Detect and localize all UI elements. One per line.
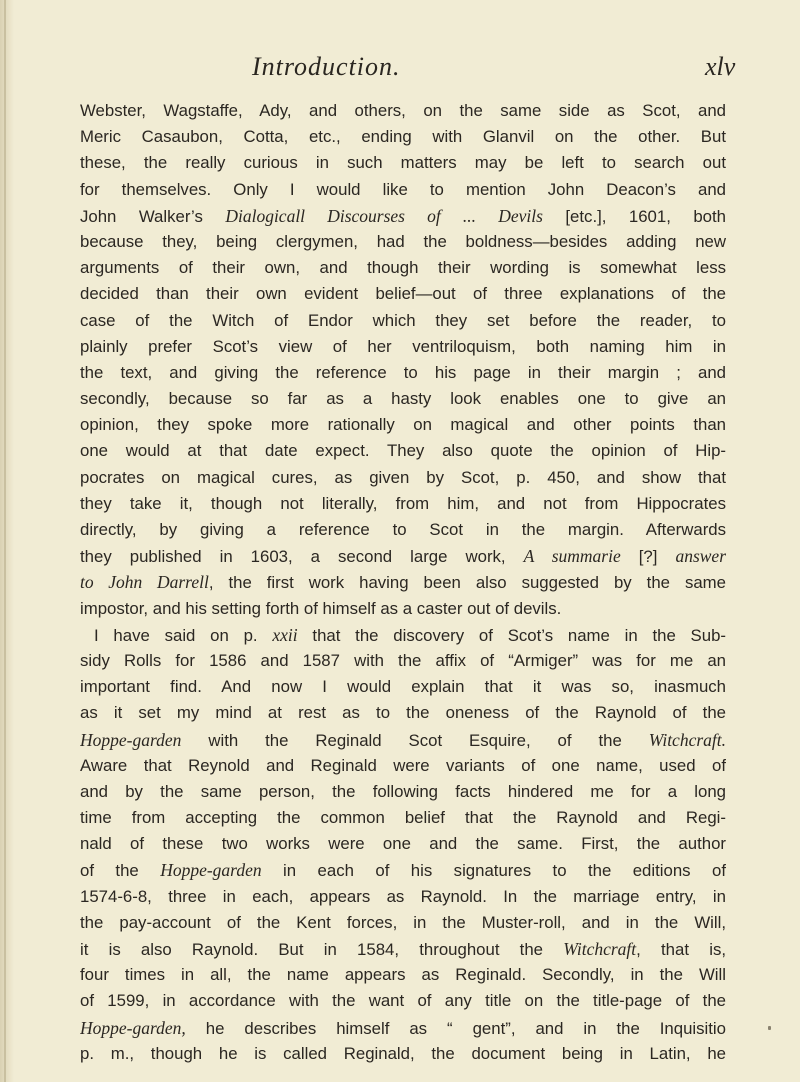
- text-line: decided than their own evident belief—out of three explanations of the: [80, 284, 726, 304]
- book-title-italic: Hoppe-garden: [160, 860, 262, 881]
- text-line: important find. And now I would explain that it was so, inasmuch: [80, 677, 726, 697]
- text-line: four times in all, the name appears as Reginald. Secondly, in the Will: [80, 965, 726, 985]
- text-line: one would at that date expect. They also quote the opinion of Hip-: [80, 441, 726, 461]
- page-gutter-shadow: [0, 0, 14, 1082]
- text-line: Aware that Reynold and Reginald were variants of one name, used of: [80, 755, 726, 775]
- text-line: of the Hoppe-garden in each of his signatures to the editions of: [80, 860, 726, 881]
- text-line: plainly prefer Scot’s view of her ventriloquism, both naming him in: [80, 336, 726, 356]
- text-line: Webster, Wagstaffe, Ady, and others, on the same side as Scot, and: [80, 101, 726, 120]
- text-line: pocrates on magical cures, as given by Scot, p. 450, and show that: [80, 467, 726, 487]
- running-head: Introduction.: [252, 52, 401, 81]
- text-line: they published in 1603, a second large work, A summarie [?] answer: [80, 546, 726, 567]
- text-line: because they, being clergymen, had the boldness—besides adding new: [80, 231, 726, 251]
- text-line: to John Darrell, the first work having been also suggested by the same: [80, 572, 726, 593]
- text-line: 1574-6-8, three in each, appears as Raynold. In the marriage entry, in: [80, 886, 726, 906]
- text-line: directly, by giving a reference to Scot in the margin. Afterwards: [80, 520, 726, 539]
- text-line: John Walker’s Dialogicall Discourses of ... Devils [etc.], 1601, both: [80, 205, 726, 226]
- text-line: Meric Casaubon, Cotta, etc., ending with Glanvil on the other. But: [80, 127, 726, 147]
- text-line: p. m., though he is called Reginald, the document being in Latin, he: [80, 1043, 726, 1063]
- book-title-italic: Witchcraft.: [648, 729, 726, 750]
- page-number: xlv: [705, 52, 736, 81]
- text-line: and by the same person, the following facts hindered me for a long: [80, 781, 726, 801]
- text-line: sidy Rolls for 1586 and 1587 with the affix of “Armiger” was for me an: [80, 650, 726, 670]
- text-line: it is also Raynold. But in 1584, throughout the Witchcraft, that is,: [80, 939, 726, 959]
- book-title-italic: Dialogicall Discourses of ... Devils: [225, 205, 543, 226]
- book-title-italic: A summarie: [523, 546, 621, 567]
- text-line: these, the really curious in such matters may be left to search out: [80, 153, 726, 173]
- paper-speck: [768, 1026, 771, 1030]
- text-line: Hoppe-garden with the Reginald Scot Esquire, of the Witchcraft.: [80, 729, 726, 750]
- text-line: for themselves. Only I would like to mention John Deacon’s and: [80, 179, 726, 199]
- text-line: nald of these two works were one and the same. First, the author: [80, 834, 726, 854]
- page-header: [0, 52, 800, 88]
- book-title-italic: Witchcraft: [563, 939, 637, 959]
- text-line: arguments of their own, and though their wording is somewhat less: [80, 258, 726, 278]
- body-text: [80, 98, 726, 1067]
- book-title-italic: to John Darrell: [80, 572, 209, 593]
- text-line: the text, and giving the reference to his page in their margin ; and: [80, 362, 726, 382]
- text-line: of 1599, in accordance with the want of any title on the title-page of the: [80, 991, 726, 1011]
- text-line: secondly, because so far as a hasty look enables one to give an: [80, 389, 726, 409]
- text-line: time from accepting the common belief that the Raynold and Regi-: [80, 808, 726, 828]
- page-reference-italic: xxii: [272, 624, 298, 645]
- book-title-italic: answer: [675, 546, 726, 567]
- text-line: Hoppe-garden, he describes himself as “ gent”, and in the Inquisitio: [80, 1017, 726, 1038]
- book-title-italic: Hoppe-garden: [80, 729, 182, 750]
- text-line: opinion, they spoke more rationally on magical and other points than: [80, 415, 726, 435]
- text-line-paragraph-end: impostor, and his setting forth of himself as a caster out of devils.: [80, 598, 562, 618]
- binding-edge-line: [4, 0, 6, 1082]
- text-line-paragraph-start: I have said on p. xxii that the discovery of Scot’s name in the Sub-: [94, 624, 726, 645]
- text-line: case of the Witch of Endor which they set before the reader, to: [80, 310, 726, 330]
- text-line: as it set my mind at rest as to the oneness of the Raynold of the: [80, 703, 726, 723]
- text-line: they take it, though not literally, from him, and not from Hippocrates: [80, 493, 726, 513]
- book-title-italic: Hoppe-garden,: [80, 1017, 186, 1038]
- text-line: the pay-account of the Kent forces, in the Muster-roll, and in the Will,: [80, 912, 726, 932]
